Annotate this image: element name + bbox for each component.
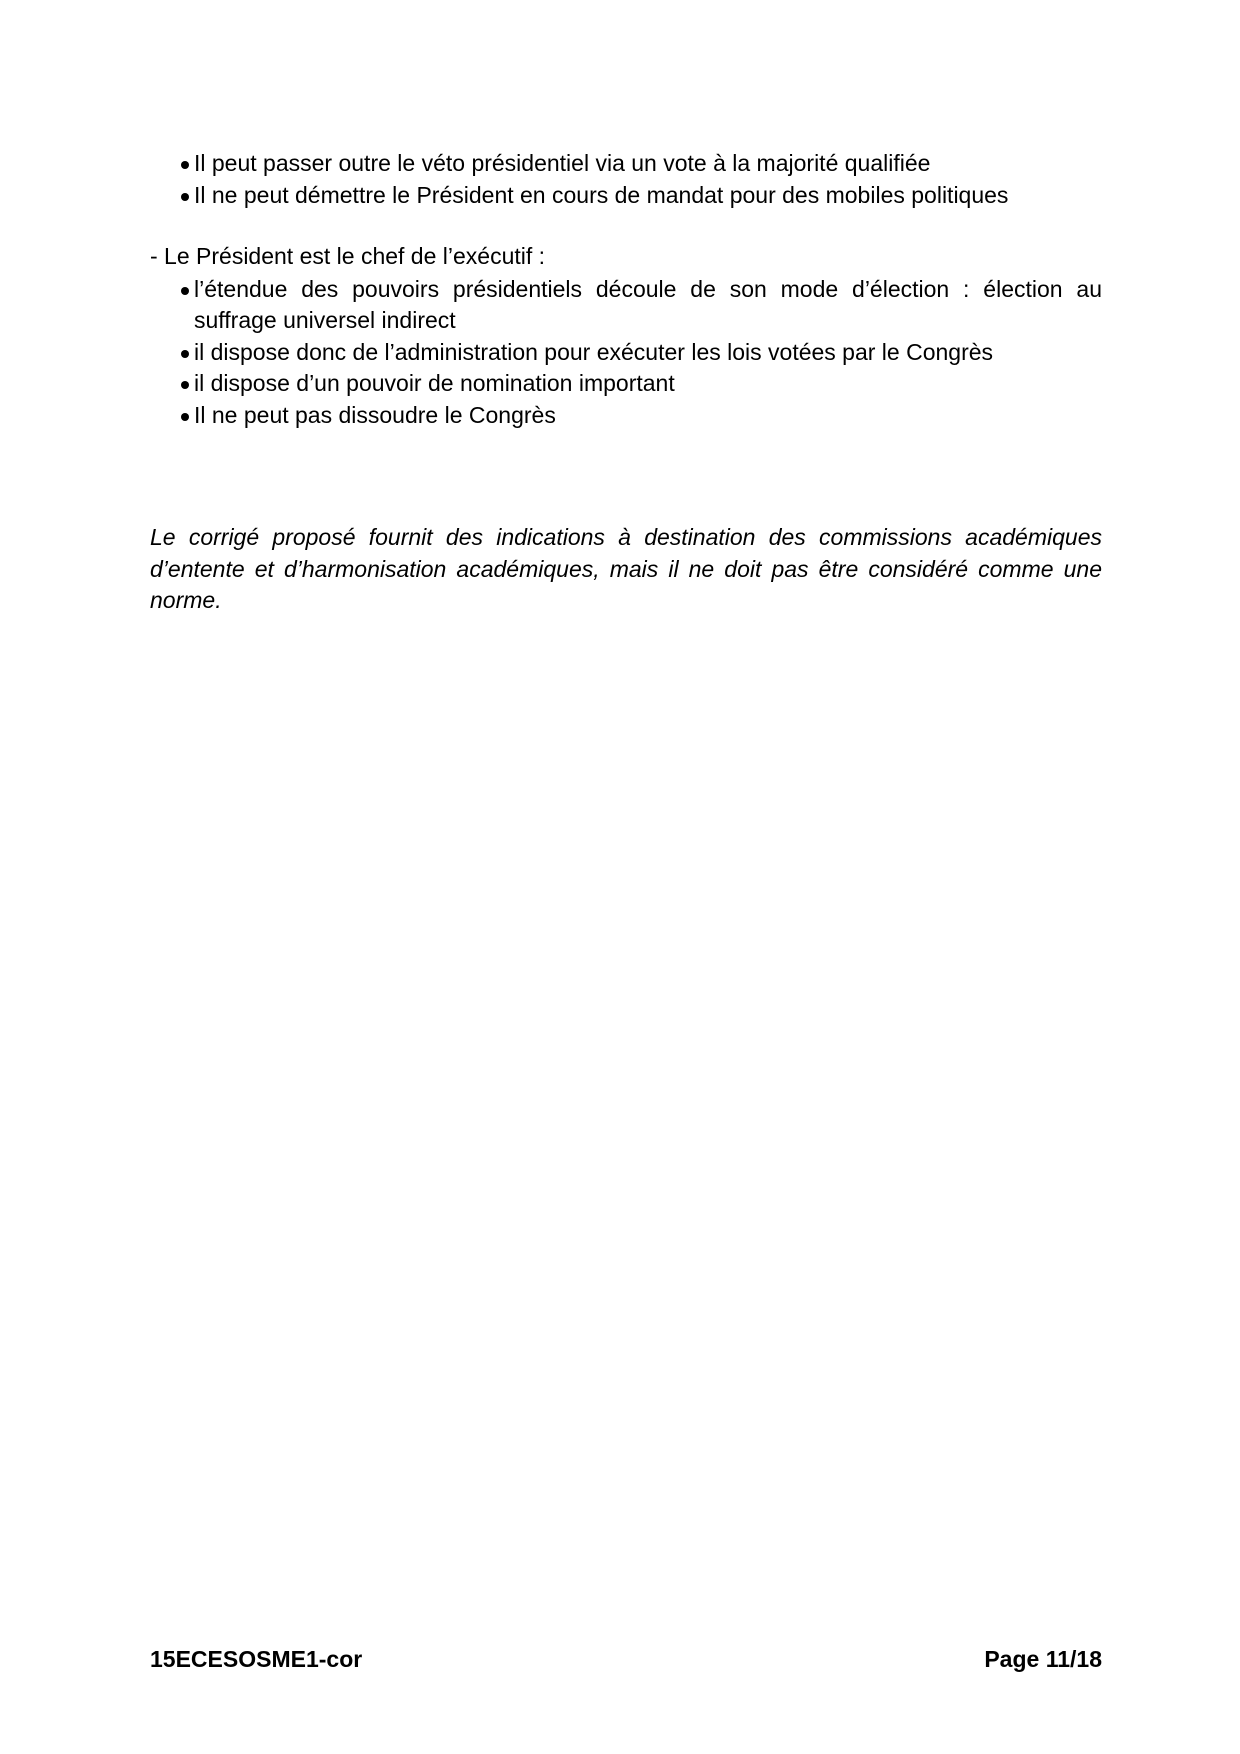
list-item-text: il dispose d’un pouvoir de nomination important — [194, 370, 675, 396]
page-number: Page 11/18 — [984, 1646, 1102, 1672]
list-item-text: Il peut passer outre le véto présidentiel via un vote à la majorité qualifiée — [194, 150, 931, 176]
section-lead: - Le Président est le chef de l’exécutif : — [150, 243, 546, 269]
list-item-text: Il ne peut démettre le Président en cours de mandat pour des mobiles politiques — [194, 181, 1009, 208]
page-footer — [150, 1646, 1102, 1673]
bullet-icon — [181, 381, 189, 389]
list-item-text: l’étendue des pouvoirs présidentiels découle de son mode d’élection : élection au suffrage universel indirect — [194, 275, 1102, 333]
congress-powers-section — [150, 148, 1102, 211]
list-item — [150, 337, 1102, 369]
list-item — [150, 148, 1102, 180]
list-item-text: il dispose donc de l’administration pour exécuter les lois votées par le Congrès — [194, 338, 994, 365]
congress-powers-list — [150, 148, 1102, 211]
grading-note: Le corrigé proposé fournit des indications à destination des commissions académiques d’entente et d’harmonisation académiques, mais il ne doit pas être considéré comme une norme. — [150, 524, 1102, 613]
bullet-icon — [181, 161, 189, 169]
president-section — [150, 241, 1102, 431]
bullet-icon — [181, 193, 189, 201]
list-item-text: Il ne peut pas dissoudre le Congrès — [194, 401, 556, 428]
document-code: 15ECESOSME1-cor — [150, 1646, 363, 1672]
president-powers-list — [150, 274, 1102, 432]
bullet-icon — [181, 413, 189, 421]
list-item — [150, 400, 1102, 432]
list-item — [150, 274, 1102, 337]
bullet-icon — [181, 350, 189, 358]
list-item — [150, 368, 1102, 400]
bullet-icon — [181, 287, 189, 295]
list-item — [150, 180, 1102, 212]
